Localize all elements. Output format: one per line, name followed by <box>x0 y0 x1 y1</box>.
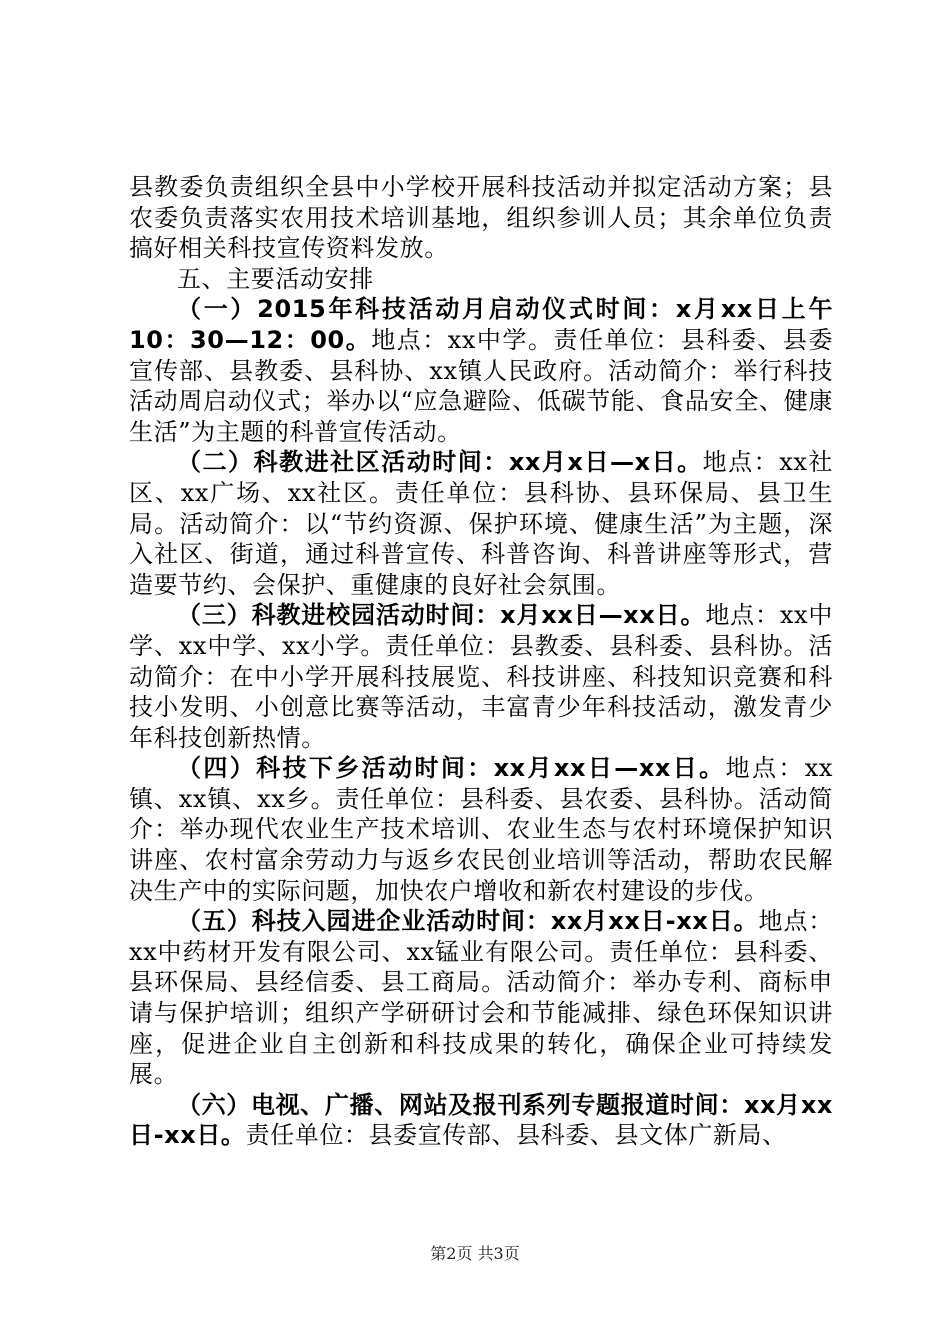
activity-item-1 <box>129 294 833 447</box>
activity-item-6 <box>129 1090 833 1151</box>
activity-item-2 <box>129 447 833 600</box>
activity-title-1: （一）2015年科技活动月启动仪式时间：x月xx日上午10：30—12：00。 <box>129 295 833 354</box>
activity-body-5: 地点：xx中药材开发有限公司、xx锰业有限公司。责任单位：县科委、县环保局、县经信委、县工商局。活动简介：举办专利、商标申请与保护培训；组织产学研研讨会和节能减排、绿色环保知识讲座，促进企业自主创新和科技成果的转化，确保企业可持续发展。 <box>129 907 833 1089</box>
activity-body-3: 地点：xx中学、xx中学、xx小学。责任单位：县教委、县科委、县科协。活动简介：在中小学开展科技展览、科技讲座、科技知识竞赛和科技小发明、小创意比赛等活动，丰富青少年科技活动，激发青少年科技创新热情。 <box>129 601 834 752</box>
activity-title-2: （二）科教进社区活动时间：xx月x日—x日。 <box>177 448 703 477</box>
document-body <box>129 172 833 1151</box>
activity-title-4: （四）科技下乡活动时间：xx月xx日—xx日。 <box>177 754 726 783</box>
page-number-footer: 第2页 共3页 <box>430 1244 520 1263</box>
intro-paragraph: 县教委负责组织全县中小学校开展科技活动并拟定活动方案；县农委负责落实农用技术培训基地，组织参训人员；其余单位负责搞好相关科技宣传资料发放。 <box>129 173 833 263</box>
activity-title-3: （三）科教进校园活动时间：x月xx日—xx日。 <box>177 601 706 630</box>
activity-item-5 <box>129 906 833 1090</box>
activity-title-6: （六）电视、广播、网站及报刊系列专题报道时间：xx月xx日-xx日。 <box>129 1090 833 1150</box>
activity-item-3 <box>129 600 833 753</box>
activity-body-2: 地点：xx社区、xx广场、xx社区。责任单位：县科协、县环保局、县卫生局。活动简介：以“节约资源、保护环境、健康生活”为主题，深入社区、街道，通过科普宣传、科普咨询、科普讲座等形式，营造要节约、会保护、重健康的良好社会氛围。 <box>129 448 833 599</box>
activity-body-6: 责任单位：县委宣传部、县科委、县文体广新局、 <box>245 1121 787 1150</box>
activity-item-4 <box>129 753 833 906</box>
activity-body-4: 地点：xx镇、xx镇、xx乡。责任单位：县科委、县农委、县科协。活动简介：举办现代农业生产技术培训、农业生态与农村环境保护知识讲座、农村富余劳动力与返乡农民创业培训等活动，帮助农民解决生产中的实际问题，加快农户增收和新农村建设的步伐。 <box>129 754 833 905</box>
activity-title-5: （五）科技入园进企业活动时间：xx月xx日-xx日。 <box>177 907 759 936</box>
activity-body-1: 地点：xx中学。责任单位：县科委、县委宣传部、县教委、县科协、xx镇人民政府。活动简介：举行科技活动周启动仪式；举办以“应急避险、低碳节能、食品安全、健康生活”为主题的科普宣传活动。 <box>129 325 833 446</box>
section-heading: 五、主要活动安排 <box>177 264 374 293</box>
